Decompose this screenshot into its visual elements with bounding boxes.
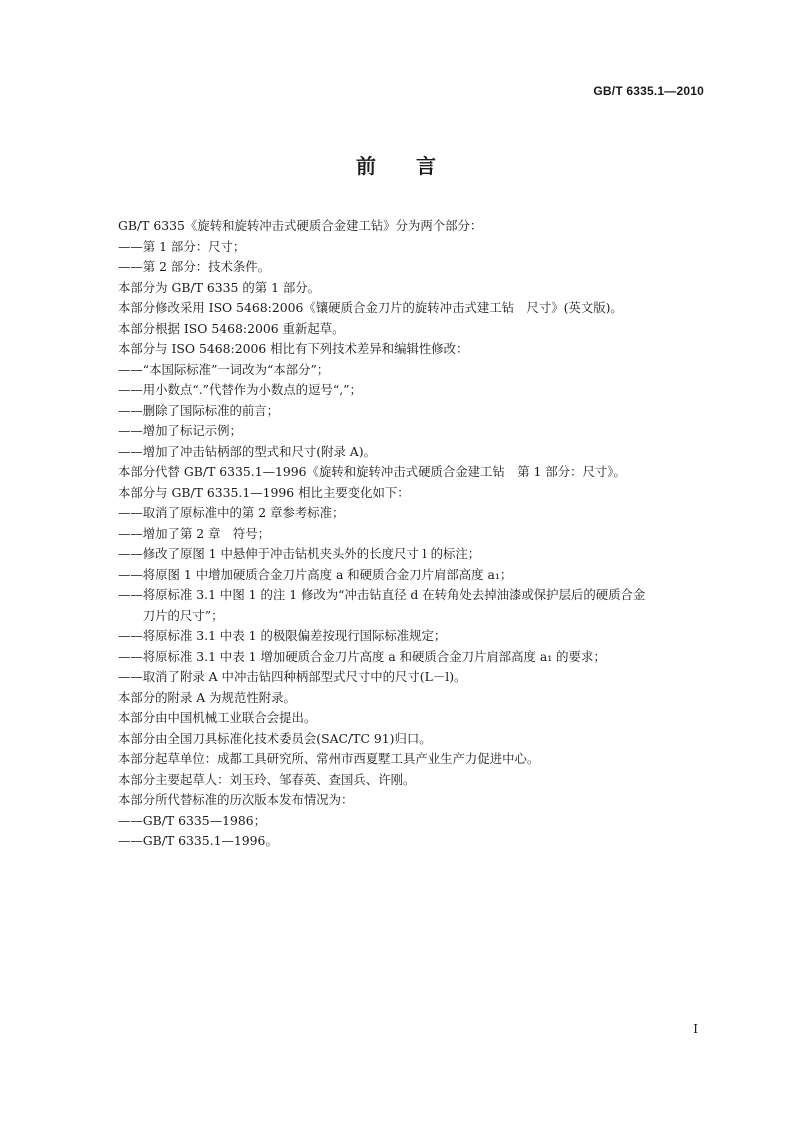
paragraph-line: ——第 1 部分：尺寸；: [118, 238, 246, 254]
paragraph-line: ——取消了原标准中的第 2 章参考标准；: [118, 505, 345, 520]
page-number: I: [693, 1022, 698, 1036]
paragraph-line: ——删除了国际标准的前言；: [118, 402, 280, 418]
paragraph-line: ——增加了标记示例；: [118, 423, 242, 438]
paragraph-line: 本部分起草单位：成都工具研究所、常州市西夏墅工具产业生产力促进中心。: [118, 751, 540, 766]
paragraph-line: ——GB/T 6335.1—1996。: [118, 833, 278, 848]
paragraph-line: ——将原标准 3.1 中表 1 增加硬质合金刀片高度 a 和硬质合金刀片肩部高度 a₁ 的要求；: [118, 648, 606, 664]
paragraph-line: 本部分由中国机械工业联合会提出。: [118, 710, 317, 725]
paragraph-line: ——第 2 部分：技术条件。: [118, 259, 271, 274]
paragraph-line: ——用小数点“.”代替作为小数点的逗号“,”；: [118, 382, 362, 397]
page-title: [0, 150, 794, 179]
title-char-1: 前: [356, 154, 378, 178]
paragraph-line: ——“本国际标准”一词改为“本部分”；: [118, 361, 330, 377]
paragraph-line: 本部分修改采用 ISO 5468:2006《镶硬质合金刀片的旋转冲击式建工钻 尺寸》(英文版)。: [118, 300, 623, 315]
paragraph-line: ——将原图 1 中增加硬质合金刀片高度 a 和硬质合金刀片肩部高度 a₁；: [118, 566, 513, 582]
paragraph-line: 刀片的尺寸”；: [118, 607, 224, 623]
paragraph-line: 本部分与 GB/T 6335.1—1996 相比主要变化如下：: [118, 484, 410, 500]
paragraph-line: 本部分主要起草人：刘玉玲、邹春英、查国兵、许刚。: [118, 771, 416, 787]
foreword-body: [118, 216, 718, 852]
paragraph-line: 本部分所代替标准的历次版本发布情况为：: [118, 792, 354, 807]
paragraph-line: ——增加了冲击钻柄部的型式和尺寸(附录 A)。: [118, 443, 376, 459]
paragraph-line: ——GB/T 6335—1986；: [118, 812, 267, 828]
paragraph-line: 本部分与 ISO 5468:2006 相比有下列技术差异和编辑性修改：: [118, 341, 469, 356]
paragraph-line: GB/T 6335《旋转和旋转冲击式硬质合金建工钻》分为两个部分：: [118, 218, 483, 233]
paragraph-line: ——修改了原图 1 中悬伸于冲击钻机夹头外的长度尺寸 l 的标注；: [118, 546, 481, 561]
paragraph-line: 本部分代替 GB/T 6335.1—1996《旋转和旋转冲击式硬质合金建工钻 第 1 部分：尺寸》。: [118, 464, 626, 479]
paragraph-line: ——将原标准 3.1 中图 1 的注 1 修改为“冲击钻直径 d 在转角处去掉油漆或保护层后的硬质合金: [118, 587, 646, 602]
title-char-2: 言: [416, 154, 438, 178]
paragraph-line: ——取消了附录 A 中冲击钻四种柄部型式尺寸中的尺寸(L－l)。: [118, 669, 467, 684]
paragraph-line: 本部分由全国刀具标准化技术委员会(SAC/TC 91)归口。: [118, 730, 432, 746]
paragraph-line: ——增加了第 2 章 符号；: [118, 525, 271, 541]
paragraph-line: 本部分的附录 A 为规范性附录。: [118, 689, 296, 705]
paragraph-line: ——将原标准 3.1 中表 1 的极限偏差按现行国际标准规定；: [118, 628, 447, 643]
paragraph-line: 本部分根据 ISO 5468:2006 重新起草。: [118, 320, 345, 336]
paragraph-line: 本部分为 GB/T 6335 的第 1 部分。: [118, 279, 321, 295]
standard-code: GB/T 6335.1—2010: [593, 84, 704, 98]
